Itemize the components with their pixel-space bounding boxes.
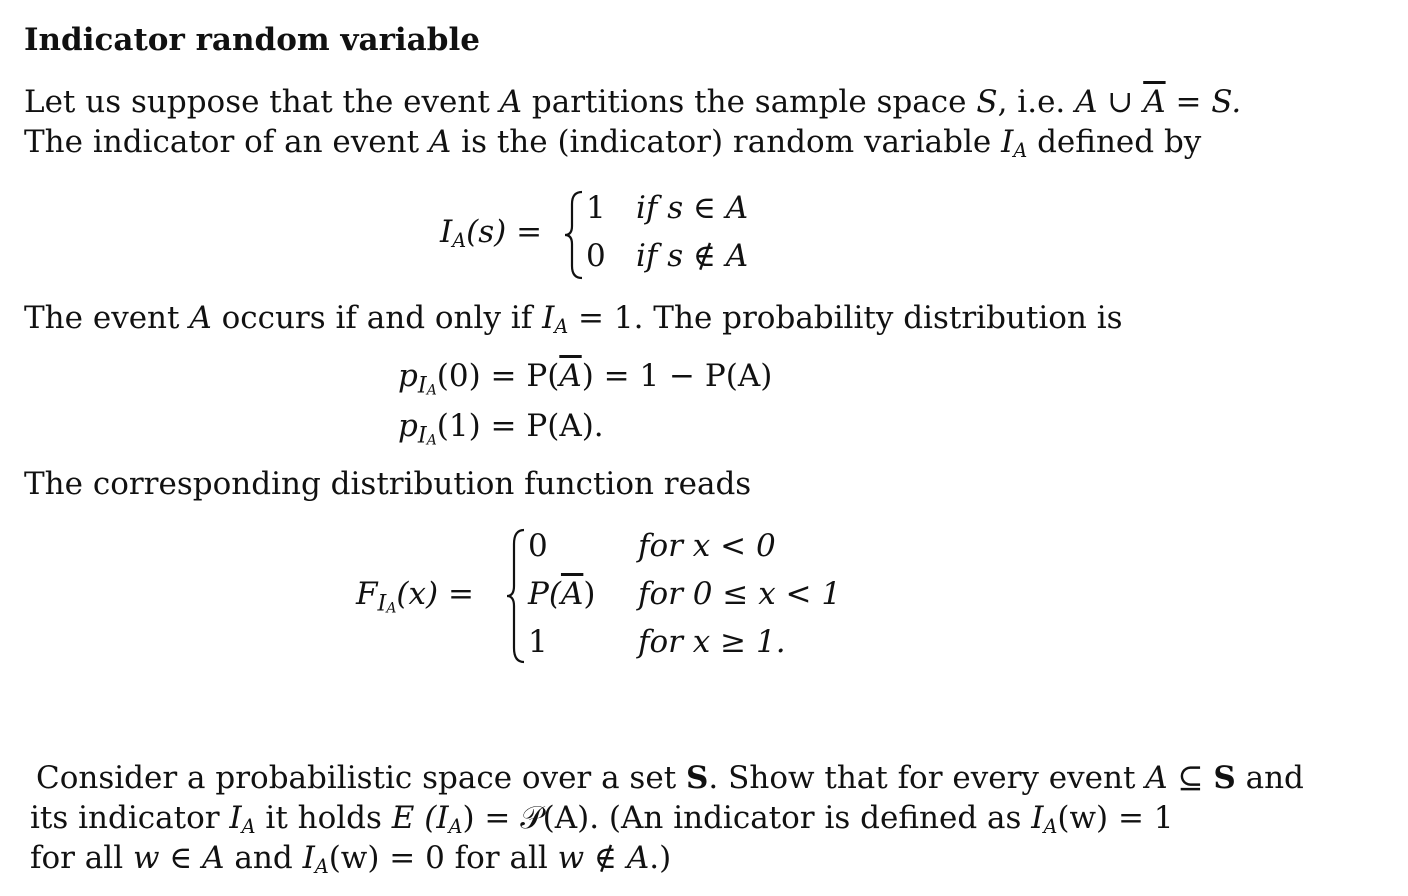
case-value: 1 — [586, 190, 606, 226]
math-a-bar: $\overline{A}$ — [559, 358, 582, 394]
case-value: 0 — [528, 528, 548, 564]
text: defined by — [1027, 124, 1202, 160]
text: (w) = 0 for all — [328, 840, 558, 876]
text: and — [1235, 760, 1304, 796]
case-condition-3 — [638, 624, 786, 660]
exercise-line-1 — [36, 760, 1304, 796]
text: for all — [30, 840, 133, 876]
math-a: A — [499, 84, 523, 120]
math-arg: (x) = — [396, 576, 474, 612]
case-value: ) — [583, 576, 596, 612]
math-a: A — [428, 124, 452, 160]
math-arg: (0) = P( — [436, 358, 560, 394]
text: is the (indicator) random variable — [451, 124, 1002, 160]
math-subscript: I — [377, 590, 387, 617]
exercise-line-2 — [30, 800, 1174, 838]
math-event: A ⊆ — [1145, 760, 1214, 796]
math-bold-s: S — [686, 760, 709, 796]
probability-equation-1 — [398, 358, 772, 399]
distribution-function-equation — [356, 526, 856, 666]
case-row-1 — [528, 528, 548, 564]
case-condition: if s ∈ A — [636, 190, 749, 226]
case-condition: for x ≥ 1. — [638, 624, 786, 660]
paragraph-line-1 — [24, 84, 1241, 120]
math-a: A — [189, 300, 212, 336]
section-heading: Indicator random variable — [24, 22, 480, 58]
math-rest: (1) = P(A). — [436, 408, 604, 444]
math-p: p — [398, 358, 418, 394]
text: Let us suppose that the event — [24, 84, 500, 120]
math-subscript: A — [554, 314, 569, 338]
text: ) = 𝒫(A). (An indicator is defined as — [462, 800, 1032, 836]
text: = 1. The probability distribution is — [568, 300, 1123, 336]
math-a-bar: $\overline{A}$ — [560, 576, 584, 612]
case-row-2 — [528, 576, 595, 612]
math-subscript: A — [448, 814, 463, 838]
math-p: p — [398, 408, 418, 444]
math-i: I — [1001, 124, 1014, 160]
math-subsubscript: A — [386, 600, 397, 617]
text: Consider a probabilistic space over a set — [36, 760, 687, 796]
case-value: P( — [528, 576, 561, 612]
equation-lhs — [440, 214, 542, 252]
left-brace-icon — [562, 190, 586, 280]
math-eq-s: = S. — [1165, 84, 1242, 120]
math-i: I — [440, 214, 453, 250]
text: occurs if and only if — [211, 300, 543, 336]
paragraph-line-3 — [24, 300, 1123, 338]
text: .) — [649, 840, 672, 876]
probability-equation-2 — [398, 408, 604, 449]
case-row-2 — [586, 238, 606, 274]
math-f: F — [356, 576, 378, 612]
math-subscript: A — [241, 814, 256, 838]
case-row-3 — [528, 624, 548, 660]
case-row-1 — [586, 190, 606, 226]
case-condition: for x < 0 — [638, 528, 776, 564]
text: partitions the sample space — [522, 84, 977, 120]
math-subscript: A — [1043, 814, 1058, 838]
math-union: A ∪ — [1075, 84, 1144, 120]
math-subscript: I — [417, 372, 427, 399]
case-condition-1 — [638, 528, 776, 564]
text: its indicator — [30, 800, 230, 836]
case-condition-2 — [638, 576, 841, 612]
text: The indicator of an event — [24, 124, 429, 160]
text: , i.e. — [997, 84, 1076, 120]
indicator-definition-equation — [440, 190, 800, 290]
math-arg: (s) = — [466, 214, 543, 250]
case-condition-2 — [636, 238, 748, 274]
text: it holds — [255, 800, 392, 836]
math-subscript: A — [314, 854, 329, 878]
math-i: I — [229, 800, 242, 836]
math-subscript: I — [417, 422, 427, 449]
math-s: S — [976, 84, 998, 120]
case-condition-1 — [636, 190, 748, 226]
math-subsubscript: A — [426, 382, 437, 399]
case-value: 1 — [528, 624, 548, 660]
exercise-line-3 — [30, 840, 671, 878]
paragraph-line-2 — [24, 124, 1201, 162]
text: (w) = 1 — [1057, 800, 1174, 836]
math-nonmembership: w ∉ A — [557, 840, 650, 876]
text: and — [224, 840, 303, 876]
math-i: I — [542, 300, 555, 336]
math-expectation: E (I — [391, 800, 449, 836]
math-membership: w ∈ A — [132, 840, 225, 876]
math-subscript: A — [452, 228, 467, 252]
math-rest: ) = 1 − P(A) — [581, 358, 773, 394]
paragraph-line-4: The corresponding distribution function reads — [24, 466, 752, 502]
left-brace-icon — [504, 528, 528, 664]
equation-lhs — [356, 576, 474, 617]
math-subscript: A — [1013, 138, 1028, 162]
math-i: I — [1031, 800, 1044, 836]
math-subsubscript: A — [426, 432, 437, 449]
math-bold-s: S — [1213, 760, 1236, 796]
text: The event — [24, 300, 190, 336]
case-value: 0 — [586, 238, 606, 274]
math-a-bar: $\overline{A}$ — [1143, 84, 1166, 120]
case-condition: for 0 ≤ x < 1 — [638, 576, 842, 612]
math-i: I — [302, 840, 315, 876]
text: . Show that for every event — [708, 760, 1146, 796]
case-condition: if s ∉ A — [636, 238, 749, 274]
